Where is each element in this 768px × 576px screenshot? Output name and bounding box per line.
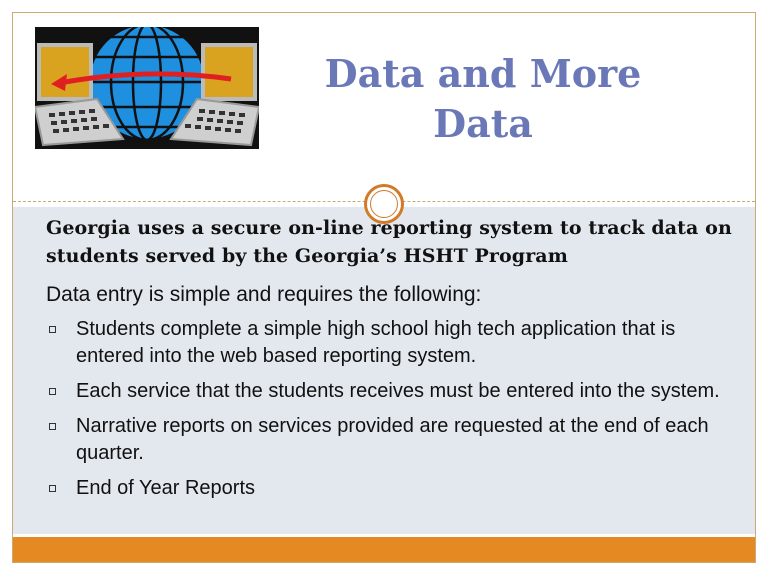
bullet-list [46, 316, 746, 510]
footer-bar [13, 537, 755, 562]
intro-text: Georgia uses a secure on-line reporting system to track data on students served by the Georgia’s HSHT Program [46, 217, 732, 267]
computers-globe-icon [35, 27, 259, 149]
list-item [46, 316, 746, 370]
lead-text: Data entry is simple and requires the following: [46, 283, 482, 306]
checkbox-bullet-icon [49, 388, 56, 395]
list-item [46, 378, 746, 405]
bullet-text: End of Year Reports [76, 477, 256, 499]
slide-title: Data and More Data [324, 51, 642, 146]
list-item [46, 475, 746, 502]
checkbox-bullet-icon [49, 326, 56, 333]
bullet-text: Narrative reports on services provided are requested at the end of each quarter. [76, 415, 709, 464]
slide-header-area [13, 13, 755, 207]
bullet-text: Students complete a simple high school high tech application that is entered into the web based reporting system. [76, 318, 676, 367]
checkbox-bullet-icon [49, 423, 56, 430]
checkbox-bullet-icon [49, 485, 56, 492]
bullet-text: Each service that the students receives must be entered into the system. [76, 380, 720, 402]
list-item [46, 413, 746, 467]
